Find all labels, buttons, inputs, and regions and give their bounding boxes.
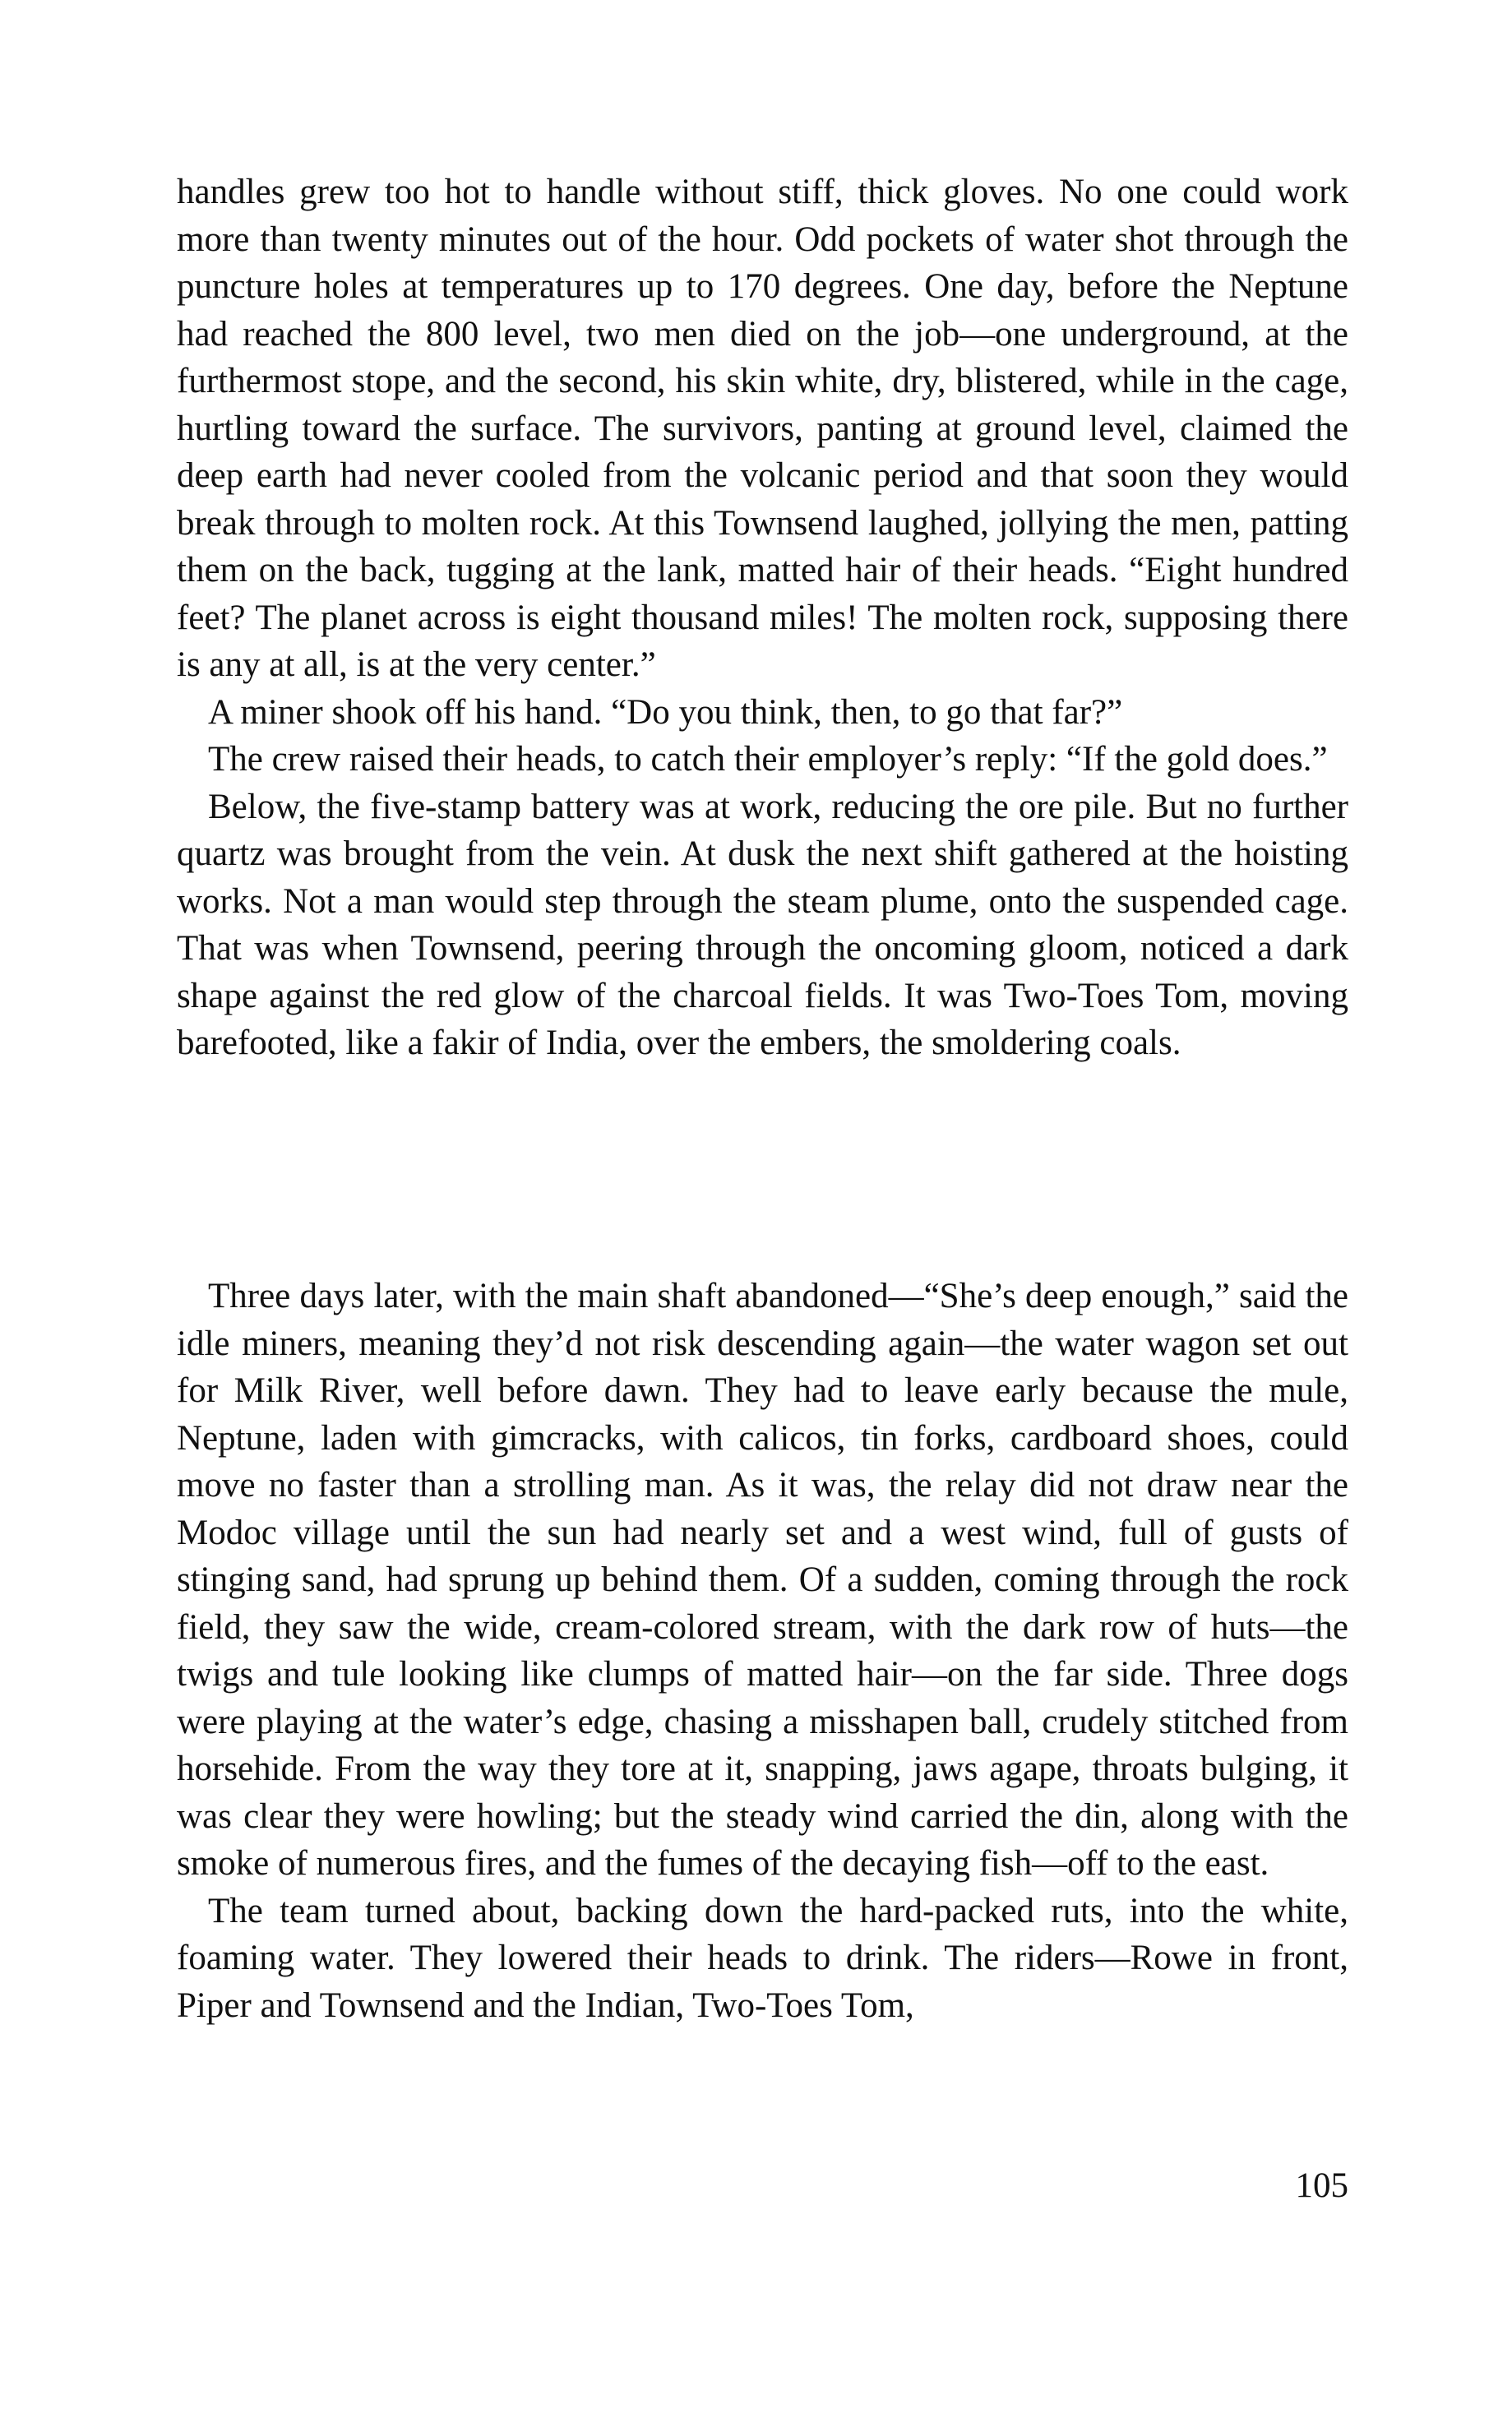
paragraph: Below, the five-stamp battery was at work, reducing the ore pile. But no further quartz was brought from the vein. At dusk the next shift gathered at the hoisting works. Not a man would step through the steam plume, onto the suspended cage. That was when Townsend, peering through the oncoming gloom, noticed a dark shape against the red glow of the charcoal fields. It was Two-Toes Tom, moving barefooted, like a fakir of India, over the embers, the smoldering coals.: [177, 787, 1348, 1062]
page-number: 105: [1295, 2166, 1348, 2205]
paragraph: Three days later, with the main shaft abandoned—“She’s deep enough,” said the idle miners, meaning they’d not risk descending again—the water wagon set out for Milk River, well before dawn. They had to leave early because the mule, Neptune, laden with gimcracks, with calicos, tin forks, cardboard shoes, could move no faster than a strolling man. As it was, the relay did not draw near the Modoc village until the sun had nearly set and a west wind, full of gusts of stinging sand, had sprung up behind them. Of a sudden, coming through the rock field, they saw the wide, cream-colored stream, with the dark row of huts—the twigs and tule looking like clumps of matted hair—on the far side. Three dogs were playing at the water’s edge, chasing a misshapen ball, crudely stitched from horsehide. From the way they tore at it, snapping, jaws agape, throats bulging, it was clear they were howling; but the steady wind carried the din, along with the smoke of numerous fires, and the fumes of the decaying fish—off to the east.: [177, 1277, 1348, 1883]
paragraph: A miner shook off his hand. “Do you think, then, to go that far?”: [208, 692, 1123, 732]
body-text-section-1: [177, 169, 1348, 1067]
body-text-section-2: [177, 1273, 1348, 2029]
paragraph-continued: handles grew too hot to handle without stiff, thick gloves. No one could work more than twenty minutes out of the hour. Odd pockets of water shot through the puncture holes at temperatures up to 170 degrees. One day, before the Neptune had reached the 800 level, two men died on the job—one underground, at the furthermost stope, and the second, his skin white, dry, blistered, while in the cage, hurtling toward the surface. The survivors, panting at ground level, claimed the deep earth had never cooled from the volcanic period and that soon they would break through to molten rock. At this Townsend laughed, jollying the men, patting them on the back, tugging at the lank, matted hair of their heads. “Eight hundred feet? The planet across is eight thousand miles! The molten rock, supposing there is any at all, is at the very center.”: [177, 173, 1348, 684]
paragraph: The team turned about, backing down the hard-packed ruts, into the white, foaming water. They lowered their heads to drink. The riders—Rowe in front, Piper and Townsend and the Indian, Two-Toes Tom,: [177, 1891, 1348, 2025]
paragraph: The crew raised their heads, to catch their employer’s reply: “If the gold does.”: [208, 740, 1328, 779]
